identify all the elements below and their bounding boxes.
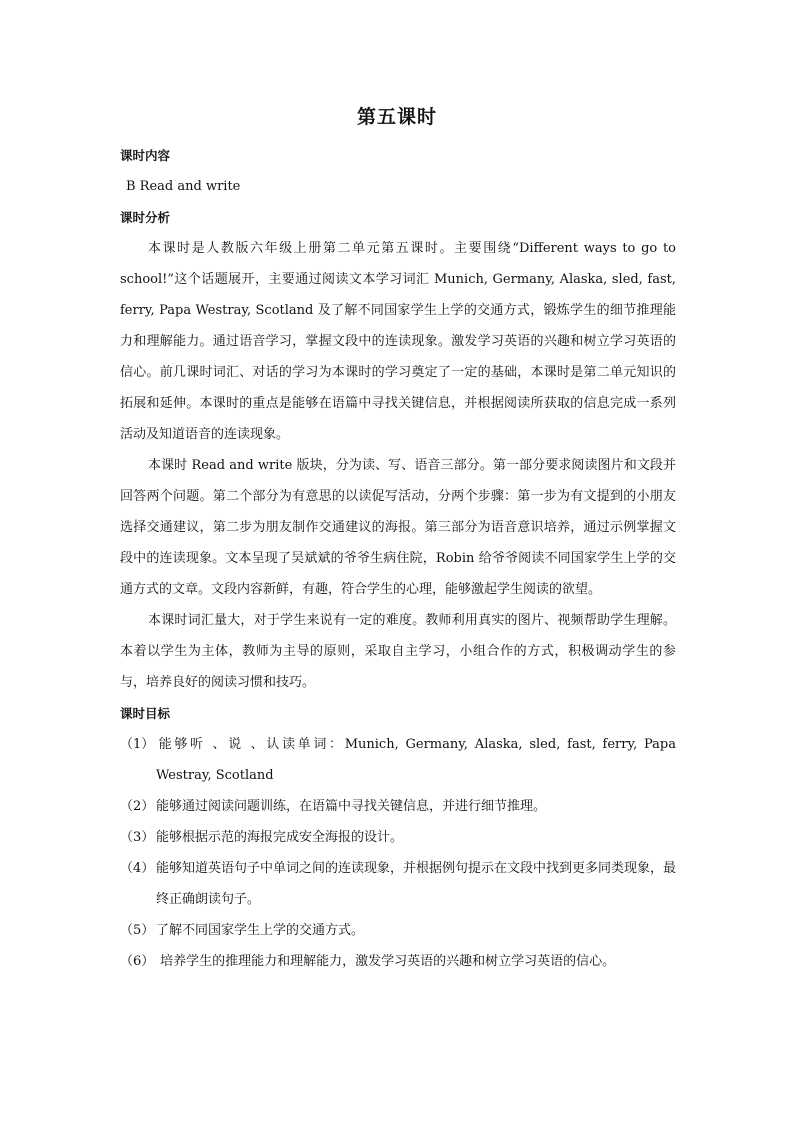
analysis-paragraph-1: 本课时是人教版六年级上册第二单元第五课时。主要围绕“Different ways to go to school!”这个话题展开，主要通过阅读文本学习词汇 Munich, Germany, Alaska, sled, fast, ferry, Papa Westray, Scotland 及了解不同国家学生上学的交通方式，锻炼学生的细节推理能力和理解能力。通过语音学习，掌握文段中的连读现象。激发学习英语的兴趣和树立学习英语的信心。前几课时词汇、对话的学习为本课时的学习奠定了一定的基础，本课时是第二单元知识的拓展和延伸。本课时的重点是能够在语篇中寻找关键信息，并根据阅读所获取的信息完成一系列活动及知道语音的连读现象。 bbox=[120, 241, 676, 442]
goal-number: （2） bbox=[120, 799, 155, 814]
content-text: B Read and write bbox=[126, 179, 241, 194]
goal-item-6 bbox=[120, 946, 676, 977]
section-heading-content: 课时内容 bbox=[120, 148, 171, 163]
analysis-paragraph-2: 本课时 Read and write 版块，分为读、写、语音三部分。第一部分要求阅读图片和文段并回答两个问题。第二个部分为有意思的以读促写活动，分两个步骤：第一步为有文提到的小朋友选择交通建议，第二步为朋友制作交通建议的海报。第三部分为语音意识培养，通过示例掌握文段中的连读现象。文本呈现了吴斌斌的爷爷生病住院，Robin 给爷爷阅读不同国家学生上学的交通方式的文章。文段内容新鲜，有趣，符合学生的心理，能够激起学生阅读的欲望。 bbox=[120, 458, 676, 597]
goal-text: 能够通过阅读问题训练，在语篇中寻找关键信息，并进行细节推理。 bbox=[156, 799, 547, 814]
page-title: 第五课时 bbox=[356, 106, 437, 128]
goal-number: （4） bbox=[120, 861, 155, 876]
document-body bbox=[120, 140, 676, 977]
section-heading-analysis: 课时分析 bbox=[120, 210, 171, 225]
section-heading-goals: 课时目标 bbox=[120, 706, 171, 721]
goal-item-3 bbox=[120, 822, 676, 853]
goal-text: 培养学生的推理能力和理解能力，激发学习英语的兴趣和树立学习英语的信心。 bbox=[156, 954, 616, 969]
analysis-paragraph-3: 本课时词汇量大，对于学生来说有一定的难度。教师利用真实的图片、视频帮助学生理解。本着以学生为主体，教师为主导的原则，采取自主学习，小组合作的方式，积极调动学生的参与，培养良好的阅读习惯和技巧。 bbox=[120, 613, 676, 690]
goal-item-4 bbox=[120, 853, 676, 915]
goal-number: （5） bbox=[120, 923, 155, 938]
goal-number: （3） bbox=[120, 830, 155, 845]
goal-item-2 bbox=[120, 791, 676, 822]
goal-text: 了解不同国家学生上学的交通方式。 bbox=[156, 923, 365, 938]
goal-text: 能够听 、说 、认读单词：Munich, Germany, Alaska, sled, fast, ferry, Papa Westray, Scotland bbox=[156, 737, 676, 783]
goal-item-5 bbox=[120, 915, 676, 946]
goal-text: 能够根据示范的海报完成安全海报的设计。 bbox=[156, 830, 404, 845]
goal-text: 能够知道英语句子中单词之间的连读现象，并根据例句提示在文段中找到更多同类现象，最终正确朗读句子。 bbox=[156, 861, 677, 907]
goal-number: （1） bbox=[120, 737, 155, 752]
goal-item-1 bbox=[120, 729, 676, 791]
goal-number: （6） bbox=[120, 954, 155, 969]
